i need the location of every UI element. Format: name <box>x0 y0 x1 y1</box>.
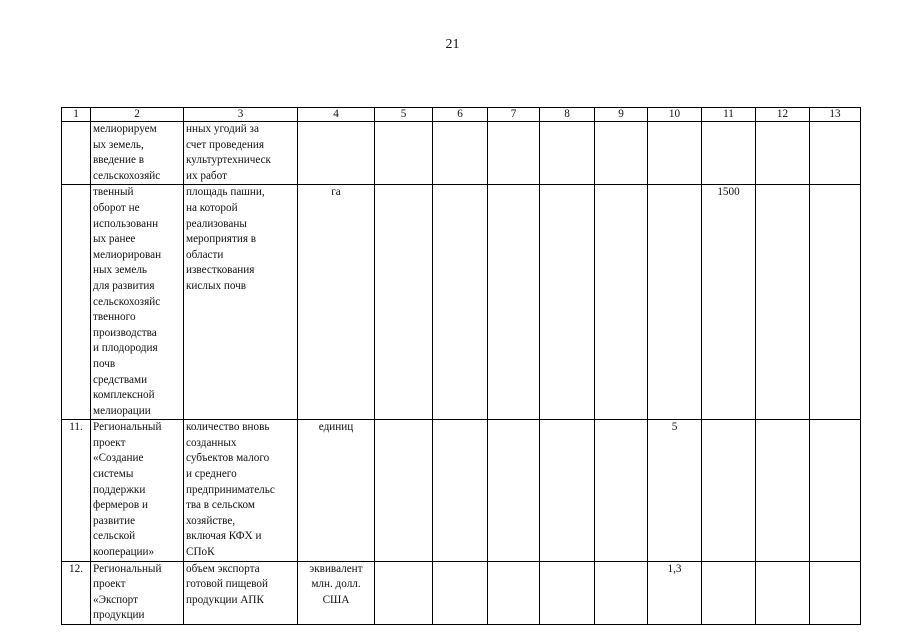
table-cell <box>488 420 540 561</box>
cell-text: Региональный проект «Создание системы поддержки фермеров и развитие сельской кооперации» <box>93 421 162 559</box>
table-cell <box>298 561 375 624</box>
column-header: 10 <box>648 108 702 122</box>
table-cell <box>702 122 756 185</box>
cell-text: эквивалент млн. долл. США <box>309 562 363 606</box>
table-cell <box>433 420 488 561</box>
cell-text: объем экспорта готовой пищевой продукции АПК <box>186 562 269 606</box>
table-header-row <box>62 108 861 122</box>
table-cell <box>756 420 810 561</box>
column-header: 12 <box>756 108 810 122</box>
table-cell <box>91 122 184 185</box>
table-cell <box>298 122 375 185</box>
cell-text: количество вновь созданных субъектов малого и среднего предпринимательс тва в сельском хозяйстве, включая КФХ и СПоК <box>186 421 275 559</box>
table-cell <box>756 122 810 185</box>
table-row <box>62 185 861 420</box>
indicators-table <box>61 107 861 625</box>
table-cell <box>595 122 648 185</box>
table-cell <box>184 420 298 561</box>
table-cell <box>91 185 184 420</box>
cell-text: 1500 <box>717 186 740 199</box>
cell-text: нных угодий за счет проведения культуртехническ их работ <box>186 123 271 182</box>
table-row <box>62 122 861 185</box>
table-row <box>62 561 861 624</box>
cell-text: 5 <box>671 421 678 434</box>
table-cell <box>433 122 488 185</box>
table-cell <box>375 420 433 561</box>
table-row <box>62 420 861 561</box>
table-cell <box>810 420 861 561</box>
table-cell <box>756 185 810 420</box>
table-cell <box>91 561 184 624</box>
table-cell <box>702 561 756 624</box>
column-header: 8 <box>540 108 595 122</box>
column-header: 5 <box>375 108 433 122</box>
column-header: 6 <box>433 108 488 122</box>
table-cell <box>648 185 702 420</box>
table-cell <box>433 561 488 624</box>
table-cell <box>298 185 375 420</box>
column-header: 13 <box>810 108 861 122</box>
table-cell <box>702 420 756 561</box>
table-cell <box>298 420 375 561</box>
column-header: 7 <box>488 108 540 122</box>
table-cell <box>62 185 91 420</box>
table-cell <box>184 185 298 420</box>
column-header: 3 <box>184 108 298 122</box>
table-cell <box>62 561 91 624</box>
table-body <box>62 122 861 625</box>
table-cell <box>375 561 433 624</box>
table-cell <box>375 122 433 185</box>
table-cell <box>540 420 595 561</box>
table-cell <box>540 561 595 624</box>
table-cell <box>595 185 648 420</box>
table-cell <box>488 185 540 420</box>
cell-text: твенный оборот не использованн ых ранее мелиорирован ных земель для развития сельскохозяйс твенного производства и плодородия почв средствами комплексной мелиорации <box>93 186 162 417</box>
table-cell <box>756 561 810 624</box>
page-number: 21 <box>445 37 460 52</box>
table-cell <box>810 122 861 185</box>
table-cell <box>648 561 702 624</box>
table-cell <box>702 185 756 420</box>
table-cell <box>184 561 298 624</box>
table-cell <box>648 420 702 561</box>
column-header: 11 <box>702 108 756 122</box>
cell-text: площадь пашни, на которой реализованы мероприятия в области известкования кислых почв <box>186 186 265 292</box>
cell-text: единиц <box>318 421 354 434</box>
cell-text: 11. <box>69 421 83 434</box>
cell-text: мелиорируем ых земель, введение в сельскохозяйс <box>93 123 161 182</box>
table-cell <box>433 185 488 420</box>
table-cell <box>595 561 648 624</box>
table-cell <box>540 185 595 420</box>
column-header: 4 <box>298 108 375 122</box>
table-cell <box>648 122 702 185</box>
table-cell <box>62 420 91 561</box>
cell-text: 1,3 <box>667 562 682 575</box>
table-cell <box>595 420 648 561</box>
table-cell <box>810 561 861 624</box>
table-cell <box>62 122 91 185</box>
table-cell <box>488 561 540 624</box>
column-header: 9 <box>595 108 648 122</box>
cell-text: Региональный проект «Экспорт продукции <box>93 562 162 622</box>
table-cell <box>540 122 595 185</box>
table-cell <box>91 420 184 561</box>
cell-text: 12. <box>69 562 83 575</box>
column-header: 1 <box>62 108 91 122</box>
table-cell <box>810 185 861 420</box>
cell-text: га <box>331 186 341 199</box>
table-cell <box>488 122 540 185</box>
table-cell <box>184 122 298 185</box>
column-header: 2 <box>91 108 184 122</box>
table-cell <box>375 185 433 420</box>
